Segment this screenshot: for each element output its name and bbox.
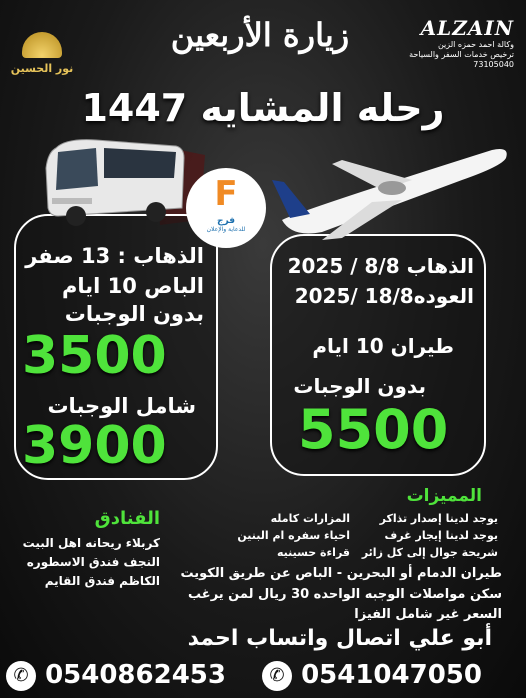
flight-duration: طيران 10 ايام bbox=[312, 334, 454, 358]
phone-number-2[interactable]: 0540862453 bbox=[45, 660, 226, 690]
bus-meals-excluded: بدون الوجبات bbox=[64, 302, 204, 326]
calligraphy-title: زيارة الأربعين bbox=[170, 16, 350, 54]
agency-logo bbox=[396, 16, 514, 70]
bus-duration: الباص 10 ايام bbox=[61, 274, 204, 298]
phone-number-1-row bbox=[262, 660, 482, 691]
airplane-icon bbox=[262, 140, 512, 240]
feature-item: شريحة جوال إلى كل زائر bbox=[361, 546, 498, 559]
features-title: المميزات bbox=[406, 486, 482, 506]
agency-line-2: ترخيص خدمات السفر والسياحة bbox=[409, 50, 514, 59]
dome-icon bbox=[22, 32, 62, 58]
flight-return: العوده18/8 /2025 bbox=[294, 284, 474, 308]
agency-line-1: وكالة احمد حمزه الزين bbox=[437, 40, 514, 49]
hotel-item: كربلاء ريحانه اهل البيت bbox=[22, 536, 160, 550]
hotel-item: النجف فندق الاسطوره bbox=[26, 555, 160, 569]
sponsor-name: فرج bbox=[217, 216, 235, 226]
feature-item: يوجد لدينا إيجار غرف bbox=[384, 529, 498, 542]
feature-item: قراءة حسينيه bbox=[276, 546, 350, 559]
flight-price: 5500 bbox=[298, 398, 449, 461]
whatsapp-icon: ✆ bbox=[6, 661, 36, 691]
agency-license: 73105040 bbox=[473, 60, 514, 69]
visa-info: السعر غير شامل الفيزا bbox=[354, 607, 502, 622]
hotel-item: الكاظم فندق القايم bbox=[44, 574, 160, 588]
phone-number-2-row bbox=[6, 660, 226, 691]
transport-info: طيران الدمام أو البحرين - الباص عن طريق الكويت bbox=[180, 566, 502, 581]
sponsor-sub: للدعاية والإعلان bbox=[206, 226, 246, 233]
feature-item: احياء سفره ام البنين bbox=[237, 529, 350, 542]
flight-departure: الذهاب 8/8 / 2025 bbox=[287, 254, 474, 278]
phone-number-1[interactable]: 0541047050 bbox=[301, 660, 482, 690]
bus-price-without-meals: 3500 bbox=[22, 326, 167, 386]
left-logo-text: نور الحسين bbox=[10, 62, 74, 75]
meal-info: سكن مواصلات الوجبه الواحده 30 ريال لمن يرغب bbox=[188, 587, 502, 602]
bus-departure: الذهاب : 13 صفر bbox=[25, 244, 204, 268]
bus-meals-included: شامل الوجبات bbox=[47, 394, 196, 418]
whatsapp-icon: ✆ bbox=[262, 661, 292, 691]
feature-item: يوجد لدينا إصدار تذاكر bbox=[379, 512, 498, 525]
agency-brand: ALZAIN bbox=[420, 16, 514, 40]
bus-icon bbox=[36, 138, 186, 228]
contact-name: أبو علي اتصال واتساب احمد bbox=[187, 626, 492, 651]
sponsor-letter: F bbox=[214, 174, 238, 214]
trip-title: رحله المشايه 1447 bbox=[81, 86, 445, 130]
sponsor-logo bbox=[186, 168, 266, 248]
bus-price-with-meals: 3900 bbox=[22, 416, 167, 476]
left-logo bbox=[10, 32, 74, 82]
flight-meals-excluded: بدون الوجبات bbox=[293, 374, 426, 398]
feature-item: المزارات كامله bbox=[270, 512, 350, 525]
hotels-title: الفنادق bbox=[94, 508, 160, 529]
